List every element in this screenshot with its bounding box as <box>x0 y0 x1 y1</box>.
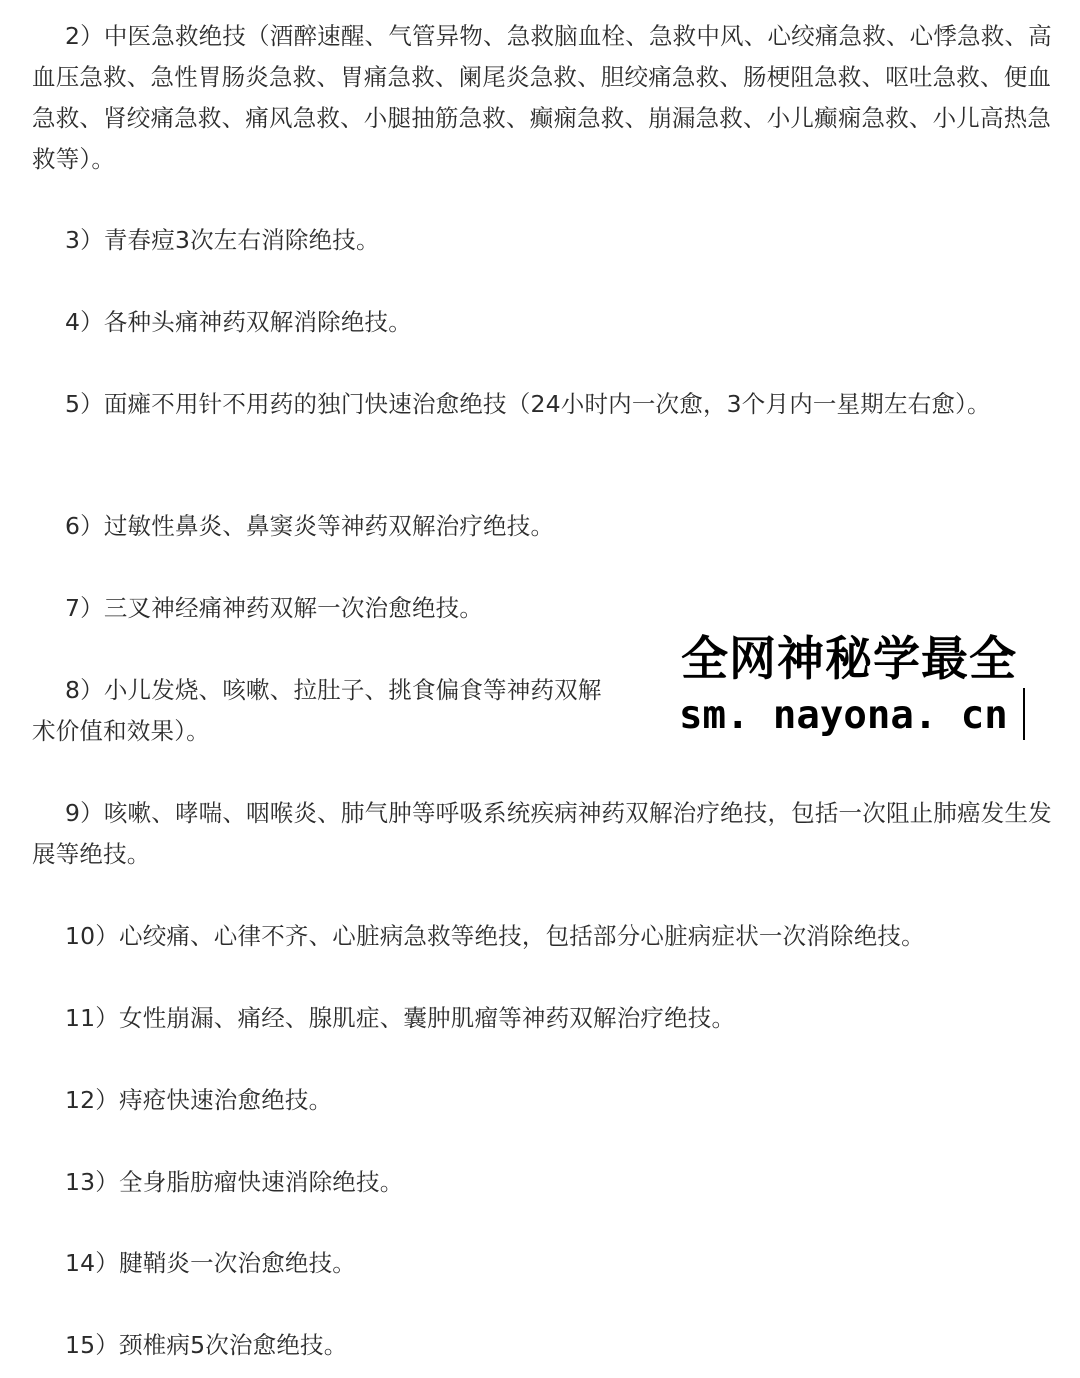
watermark-url: sm. nayona. cn <box>679 693 1008 738</box>
paragraph-2: 2）中医急救绝技（酒醉速醒、气管异物、急救脑血栓、急救中风、心绞痛急救、心悸急救、高血压急救、急性胃肠炎急救、胃痛急救、阑尾炎急救、胆绞痛急救、肠梗阻急救、呕吐急救、便血急救、肾绞痛急救、痛风急救、小腿抽筋急救、癫痫急救、崩漏急救、小儿癫痫急救、小儿高热急救等）。 <box>32 22 1052 173</box>
paragraph-4: 4）各种头痛神药双解消除绝技。 <box>65 308 412 336</box>
watermark-overlay <box>675 628 1080 744</box>
paragraph-6: 6）过敏性鼻炎、鼻窦炎等神药双解治疗绝技。 <box>65 512 555 540</box>
paragraph-12: 12）痔疮快速治愈绝技。 <box>65 1086 333 1114</box>
paragraph-9: 9）咳嗽、哮喘、咽喉炎、肺气肿等呼吸系统疾病神药双解治疗绝技，包括一次阻止肺癌发生发展等绝技。 <box>32 799 1052 868</box>
paragraph-5: 5）面瘫不用针不用药的独门快速治愈绝技（24小时内一次愈，3个月内一星期左右愈）。 <box>65 390 991 418</box>
paragraph-8-line2: 术价值和效果）。 <box>32 717 210 745</box>
watermark-title: 全网神秘学最全 <box>681 632 1017 687</box>
paragraph-13: 13）全身脂肪瘤快速消除绝技。 <box>65 1168 404 1196</box>
paragraph-7: 7）三叉神经痛神药双解一次治愈绝技。 <box>65 594 484 622</box>
paragraph-10: 10）心绞痛、心律不齐、心脏病急救等绝技，包括部分心脏病症状一次消除绝技。 <box>65 922 925 950</box>
paragraph-8-line1: 8）小儿发烧、咳嗽、拉肚子、挑食偏食等神药双解 <box>65 676 602 704</box>
paragraph-3: 3）青春痘3次左右消除绝技。 <box>65 226 380 254</box>
text-caret <box>1023 688 1025 740</box>
paragraph-11: 11）女性崩漏、痛经、腺肌症、囊肿肌瘤等神药双解治疗绝技。 <box>65 1004 736 1032</box>
paragraph-15: 15）颈椎病5次治愈绝技。 <box>65 1331 348 1359</box>
paragraph-14: 14）腱鞘炎一次治愈绝技。 <box>65 1249 357 1277</box>
